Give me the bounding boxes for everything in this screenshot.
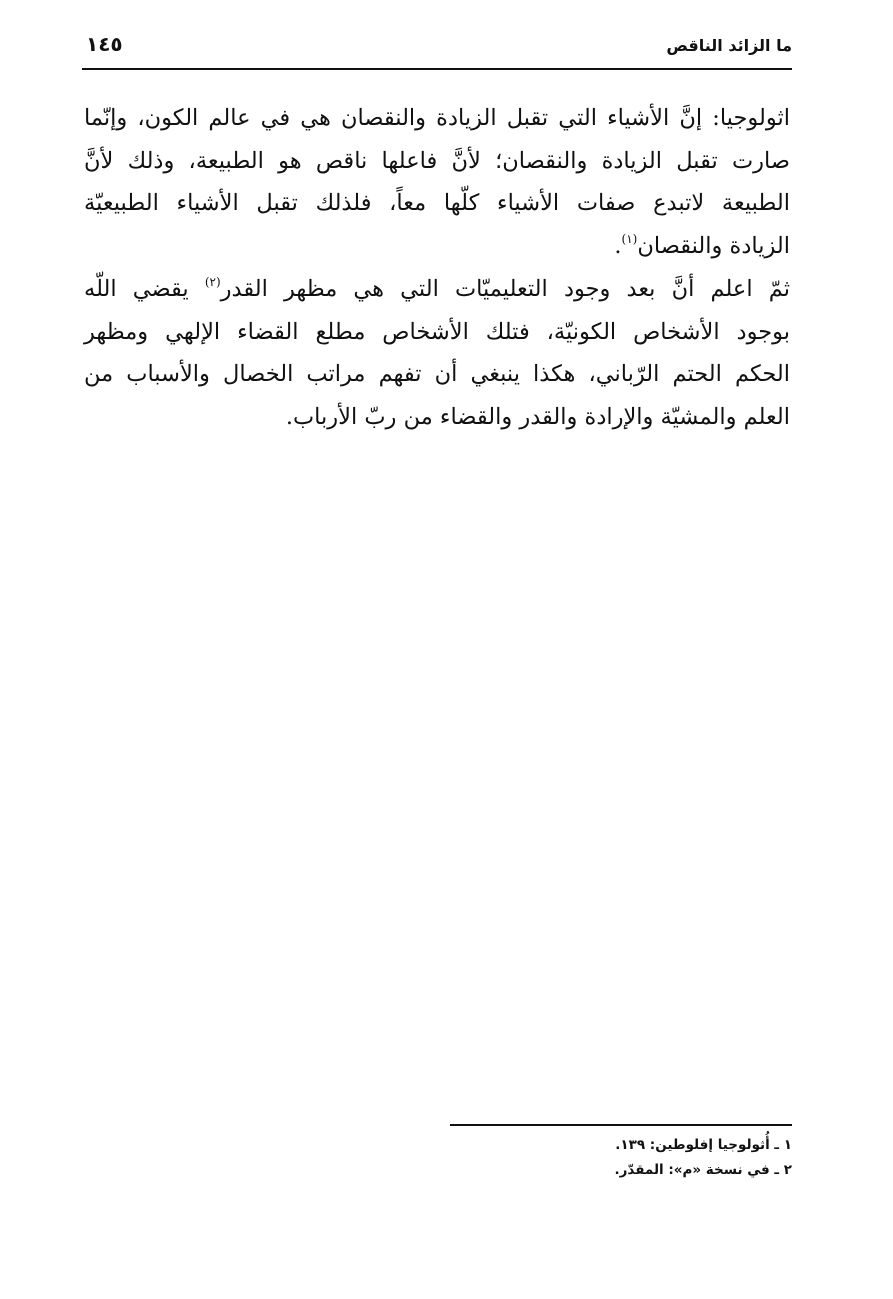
text-line: العلم والمشيّة والإرادة والقدر والقضاء من ربّ الأرباب. (285, 403, 790, 430)
footnote-rule (450, 1124, 792, 1126)
line-text-end: . (614, 232, 622, 259)
text-line (84, 225, 790, 268)
text-line (84, 268, 790, 311)
line-text: ثمّ اعلم أنَّ بعد وجود التعليميّات التي هي مظهر القدر (220, 276, 790, 302)
footnote-ref-2[interactable]: (٢) (204, 275, 221, 289)
header-rule (82, 68, 792, 70)
text-line: اثولوجيا: إنَّ الأشياء التي تقبل الزيادة والنقصان هي في عالم الكون، وإنّما (84, 105, 790, 131)
text-line: بوجود الأشخاص الكونيّة، فتلك الأشخاص مطلع القضاء الإلهي ومظهر (84, 318, 790, 345)
text-line: الحكم الحتم الرّباني، هكذا ينبغي أن تفهم مراتب الخصال والأسباب من (84, 361, 790, 387)
footnote-ref-1[interactable]: (١) (621, 231, 638, 246)
line-text: الزيادة والنقصان (637, 232, 790, 259)
paragraph-1 (84, 97, 790, 267)
footnotes (615, 1133, 792, 1183)
text-line: الطبيعة لاتبدع صفات الأشياء كلّها معاً، فلذلك تقبل الأشياء الطبيعيّة (84, 190, 790, 216)
footnote-2: ٢ ـ في نسخة «م»: المقدّر. (614, 1162, 792, 1178)
paragraph-2 (84, 268, 790, 438)
page-number: ١٤٥ (86, 32, 123, 56)
chapter-title: ما الزائد الناقص (666, 36, 792, 55)
footnote-1: ١ ـ أُثولوجيا إفلوطين: ١٣٩. (615, 1137, 792, 1153)
running-header (82, 30, 792, 66)
line-text-end: يقضي اللّه (84, 276, 205, 302)
text-line: صارت تقبل الزيادة والنقصان؛ لأنَّ فاعلها ناقص هو الطبيعة، وذلك لأنَّ (84, 147, 790, 174)
